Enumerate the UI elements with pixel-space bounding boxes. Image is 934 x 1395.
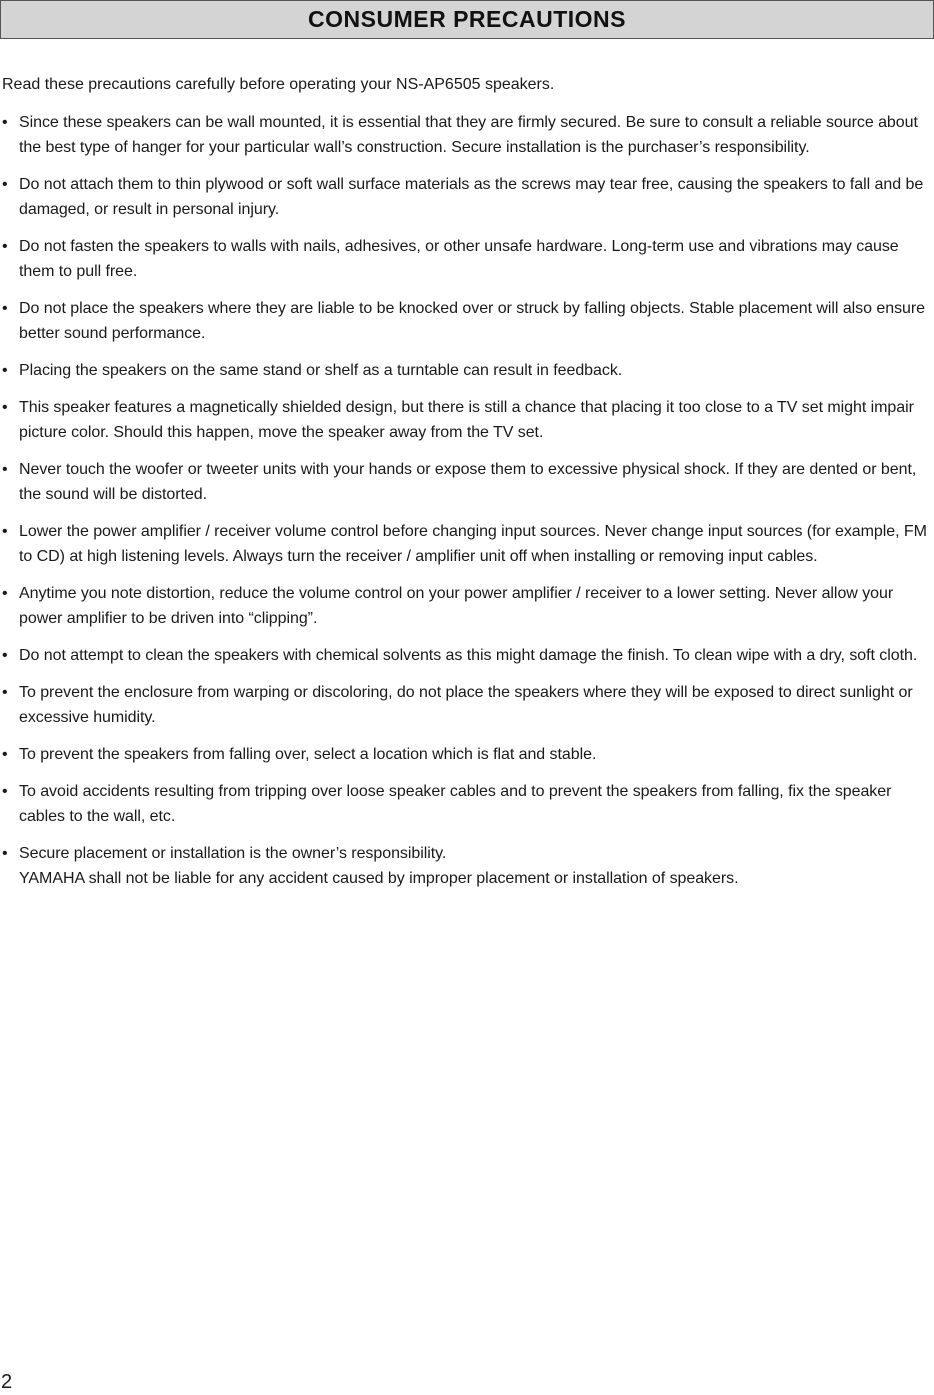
precaution-item (0, 358, 934, 383)
bullet-icon: • (2, 523, 8, 540)
bullet-icon: • (2, 362, 8, 379)
precaution-text: Since these speakers can be wall mounted, it is essential that they are firmly secured. Be sure to consult a reliable source about the best type of hanger for your particular wall’s construction. Secure installation is the purchaser’s responsibility. (19, 114, 918, 156)
precaution-item (0, 234, 934, 284)
page-number: 2 (1, 1371, 13, 1393)
precaution-text: To prevent the enclosure from warping or discoloring, do not place the speakers where they will be exposed to direct sunlight or excessive humidity. (19, 684, 913, 726)
precaution-text: To avoid accidents resulting from tripping over loose speaker cables and to prevent the speakers from falling, fix the speaker cables to the wall, etc. (19, 783, 892, 825)
liability-disclaimer: YAMAHA shall not be liable for any accident caused by improper placement or installation of speakers. (19, 870, 739, 887)
bullet-icon: • (2, 399, 8, 416)
bullet-icon: • (2, 647, 8, 664)
precaution-item (0, 742, 934, 767)
bullet-icon: • (2, 783, 8, 800)
bullet-icon: • (2, 238, 8, 255)
precaution-item (0, 395, 934, 445)
precaution-text: Secure placement or installation is the owner’s responsibility. (19, 845, 447, 862)
intro-text: Read these precautions carefully before operating your NS-AP6505 speakers. (2, 76, 555, 93)
precaution-text: Placing the speakers on the same stand or shelf as a turntable can result in feedback. (19, 362, 623, 379)
bullet-icon: • (2, 585, 8, 602)
precaution-item (0, 519, 934, 569)
bullet-icon: • (2, 845, 8, 862)
precaution-item (0, 581, 934, 631)
bullet-icon: • (2, 114, 8, 131)
bullet-icon: • (2, 300, 8, 317)
precaution-item (0, 680, 934, 730)
section-header (0, 0, 934, 39)
precaution-text: Anytime you note distortion, reduce the volume control on your power amplifier / receiver to a lower setting. Never allow your power amplifier to be driven into “clipping”. (19, 585, 894, 627)
precaution-item (0, 643, 934, 668)
precaution-item (0, 779, 934, 829)
page-title: CONSUMER PRECAUTIONS (308, 6, 626, 32)
precaution-item (0, 457, 934, 507)
precaution-text: Do not fasten the speakers to walls with nails, adhesives, or other unsafe hardware. Long-term use and vibrations may cause them to pull free. (19, 238, 899, 280)
precautions-list (0, 110, 934, 903)
precaution-item (0, 110, 934, 160)
precaution-text: Do not attempt to clean the speakers with chemical solvents as this might damage the finish. To clean wipe with a dry, soft cloth. (19, 647, 918, 664)
precaution-text: Lower the power amplifier / receiver volume control before changing input sources. Never change input sources (for example, FM to CD) at high listening levels. Always turn the receiver / amplifier unit off when installing or removing input cables. (19, 523, 927, 565)
precaution-text: Do not attach them to thin plywood or soft wall surface materials as the screws may tear free, causing the speakers to fall and be damaged, or result in personal injury. (19, 176, 924, 218)
precaution-text: Do not place the speakers where they are liable to be knocked over or struck by falling objects. Stable placement will also ensure better sound performance. (19, 300, 925, 342)
precaution-text: This speaker features a magnetically shielded design, but there is still a chance that placing it too close to a TV set might impair picture color. Should this happen, move the speaker away from the TV set. (19, 399, 914, 441)
bullet-icon: • (2, 461, 8, 478)
bullet-icon: • (2, 176, 8, 193)
precaution-text: Never touch the woofer or tweeter units with your hands or expose them to excessive physical shock. If they are dented or bent, the sound will be distorted. (19, 461, 917, 503)
bullet-icon: • (2, 684, 8, 701)
precaution-item (0, 296, 934, 346)
precaution-item (0, 841, 934, 891)
precaution-item (0, 172, 934, 222)
precaution-text: To prevent the speakers from falling over, select a location which is flat and stable. (19, 746, 597, 763)
bullet-icon: • (2, 746, 8, 763)
